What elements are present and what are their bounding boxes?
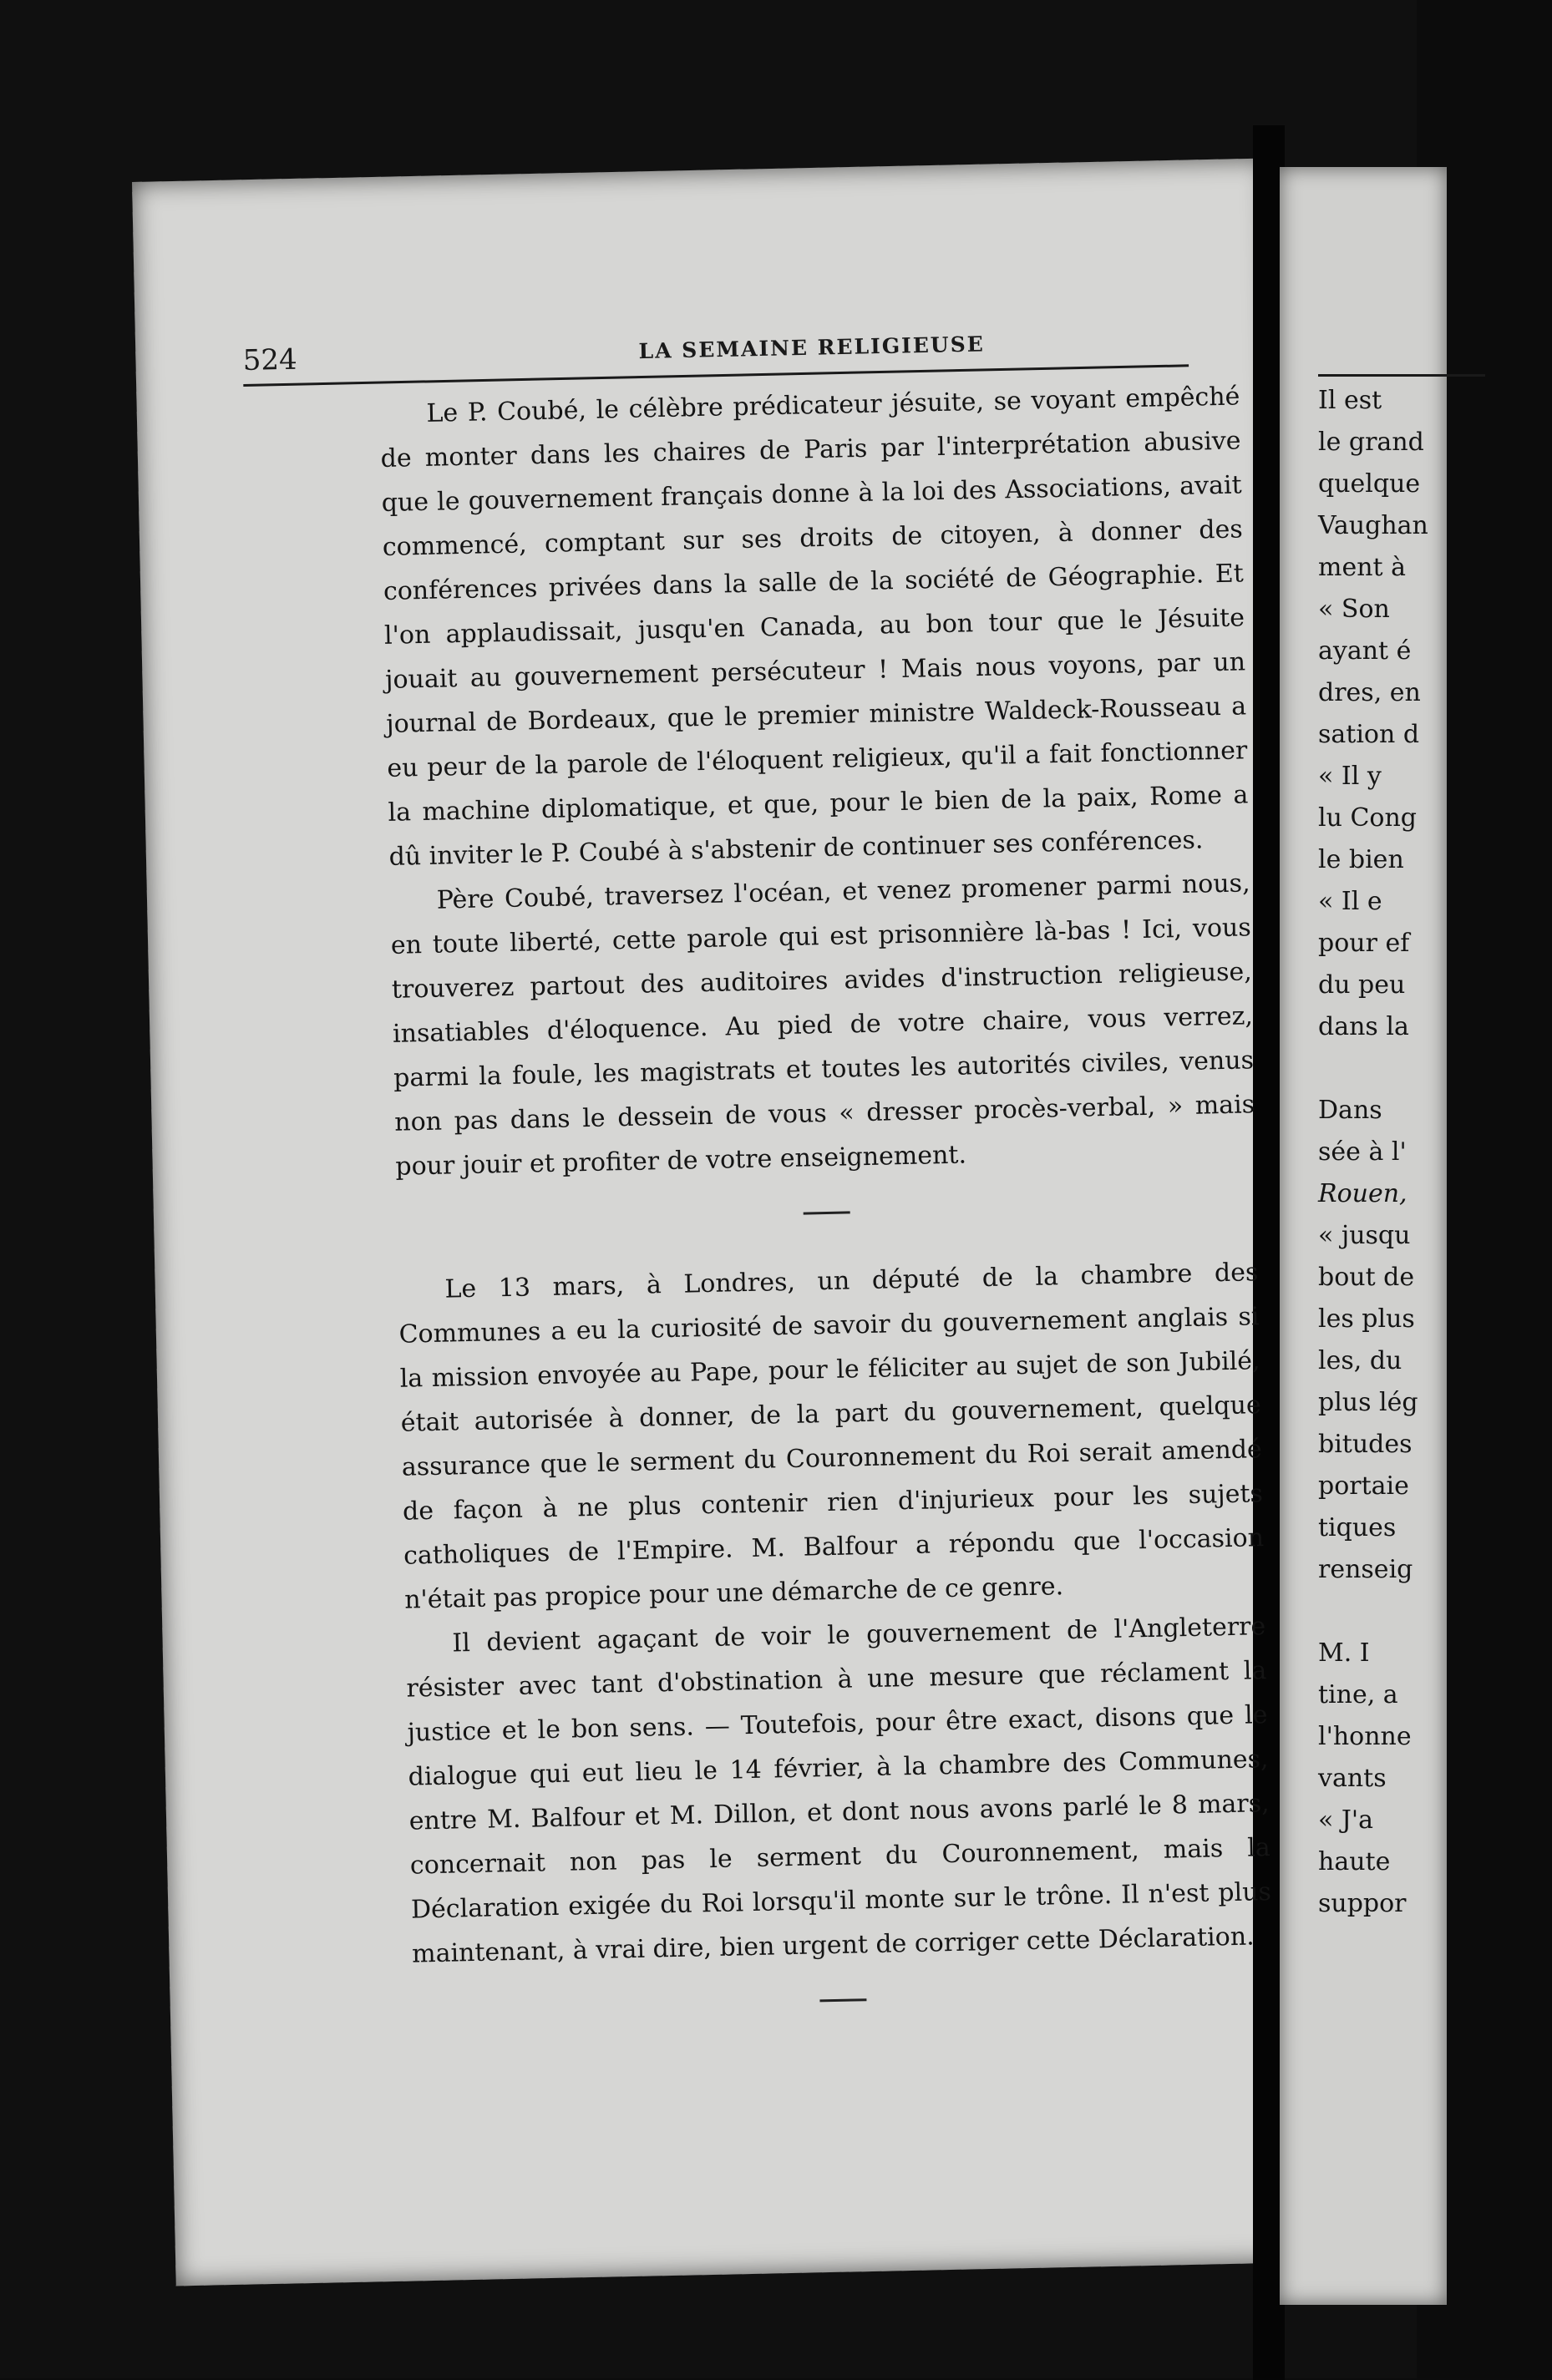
right-fragment: ment à xyxy=(1318,553,1406,582)
right-page xyxy=(1280,167,1447,2305)
right-fragment: plus lég xyxy=(1318,1388,1418,1417)
right-fragment: bout de xyxy=(1318,1263,1415,1292)
right-fragment: tiques xyxy=(1318,1513,1397,1542)
right-fragment: Vaughan xyxy=(1318,511,1428,540)
paragraph: Le 13 mars, à Londres, un député de la chambre des Communes a eu la curiosité de savoir du gouvernement anglais si la mission envoyée au Pape, pour le féliciter au sujet de son Jubilé, était autorisée à donner, de la part du gouvernement, quelque assurance que le serment du Couronnement du Roi serait amendé de façon à ne plus contenir rien d'injurieux pour les sujets catholiques de l'Empire. M. Balfour a répondu que l'occasion n'était pas propice pour une démarche de ce genre. xyxy=(398,1258,1265,1615)
right-fragment: pour ef xyxy=(1318,929,1410,958)
paragraph: Il devient agaçant de voir le gouvernement de l'Angleterre résister avec tant d'obstination à une mesure que réclament la justice et le bon sens. — Toutefois, pour être exact, disons que le dialogue qui eut lieu le 14 février, à la chambre des Communes, entre M. Balfour et M. Dillon, et dont nous avons parlé le 8 mars, concernait non pas le serment du Couronnement, mais la Déclaration exigée du Roi lorsqu'il monte sur le trône. Il n'est plus maintenant, à vrai dire, bien urgent de corriger cette Déclaration. xyxy=(406,1612,1272,1969)
right-fragment: les plus xyxy=(1318,1304,1415,1334)
article-coube xyxy=(379,374,1274,2055)
right-fragment: du peu xyxy=(1318,970,1406,1000)
right-fragment: dres, en xyxy=(1318,678,1421,707)
right-fragment: dans la xyxy=(1318,1012,1409,1041)
paragraph: Père Coubé, traversez l'océan, et venez promener parmi nous, en toute liberté, cette parole qui est prisonnière là-bas ! Ici, vous trouverez partout des auditoires avides d'instruction religieuse, insatiables d'éloquence. Au pied de votre chaire, vous verrez, parmi la foule, les magistrats et toutes les autorités civiles, venus non pas dans le dessein de vous « dresser procès-verbal, » mais pour jouir et profiter de votre enseignement. xyxy=(390,868,1255,1182)
right-fragment: sée à l' xyxy=(1318,1137,1407,1167)
right-fragment: le bien xyxy=(1318,845,1404,874)
right-fragment: l'honne xyxy=(1318,1722,1412,1751)
right-fragment: vants xyxy=(1318,1764,1387,1793)
running-head: LA SEMAINE RELIGIEUSE xyxy=(638,332,986,364)
right-fragment: le grand xyxy=(1318,428,1424,457)
right-fragment: « J'a xyxy=(1318,1805,1374,1835)
right-fragment: Rouen, xyxy=(1318,1179,1407,1208)
paragraph: Le P. Coubé, le célèbre prédicateur jésuite, se voyant empêché de monter dans les chaires de Paris par l'interprétation abusive que le gouvernement français donne à la loi des Associations, avait commencé, comptant sur ses droits de citoyen, à donner des conférences privées dans la salle de la société de Géographie. Et l'on applaudissait, jusqu'en Canada, au bon tour que le Jésuite jouait au gouvernement persécuteur ! Mais nous voyons, par un journal de Bordeaux, que le premier ministre Waldeck-Rousseau a eu peur de la parole de l'éloquent religieux, qu'il a fait fonctionner la machine diplomatique, et que, pour le bien de la paix, Rome a dû inviter le P. Coubé à s'abstenir de continuer ses conférences. xyxy=(380,382,1249,872)
section-separator xyxy=(804,1211,850,1214)
right-fragment: Dans xyxy=(1318,1096,1382,1125)
right-fragment: ayant é xyxy=(1318,636,1412,666)
right-fragment: « Son xyxy=(1318,595,1390,624)
right-fragment: les, du xyxy=(1318,1346,1402,1375)
right-fragment: Il est xyxy=(1318,386,1382,415)
right-fragment: quelque xyxy=(1318,469,1421,499)
section-separator xyxy=(819,1998,866,2002)
right-fragment: lu Cong xyxy=(1318,803,1417,833)
right-fragment: sation d xyxy=(1318,720,1420,749)
right-fragment: « Il y xyxy=(1318,762,1382,791)
right-fragment: tine, a xyxy=(1318,1680,1398,1709)
right-fragment: renseig xyxy=(1318,1555,1413,1584)
right-fragment: « jusqu xyxy=(1318,1221,1411,1250)
page-number: 524 xyxy=(242,342,298,377)
right-fragment: portaie xyxy=(1318,1471,1409,1501)
right-page-header-rule xyxy=(1318,374,1485,377)
right-fragment: « Il e xyxy=(1318,887,1382,916)
right-fragment: M. I xyxy=(1318,1638,1370,1668)
right-fragment: suppor xyxy=(1318,1889,1407,1918)
right-fragment: haute xyxy=(1318,1847,1391,1876)
right-fragment: bitudes xyxy=(1318,1430,1413,1459)
